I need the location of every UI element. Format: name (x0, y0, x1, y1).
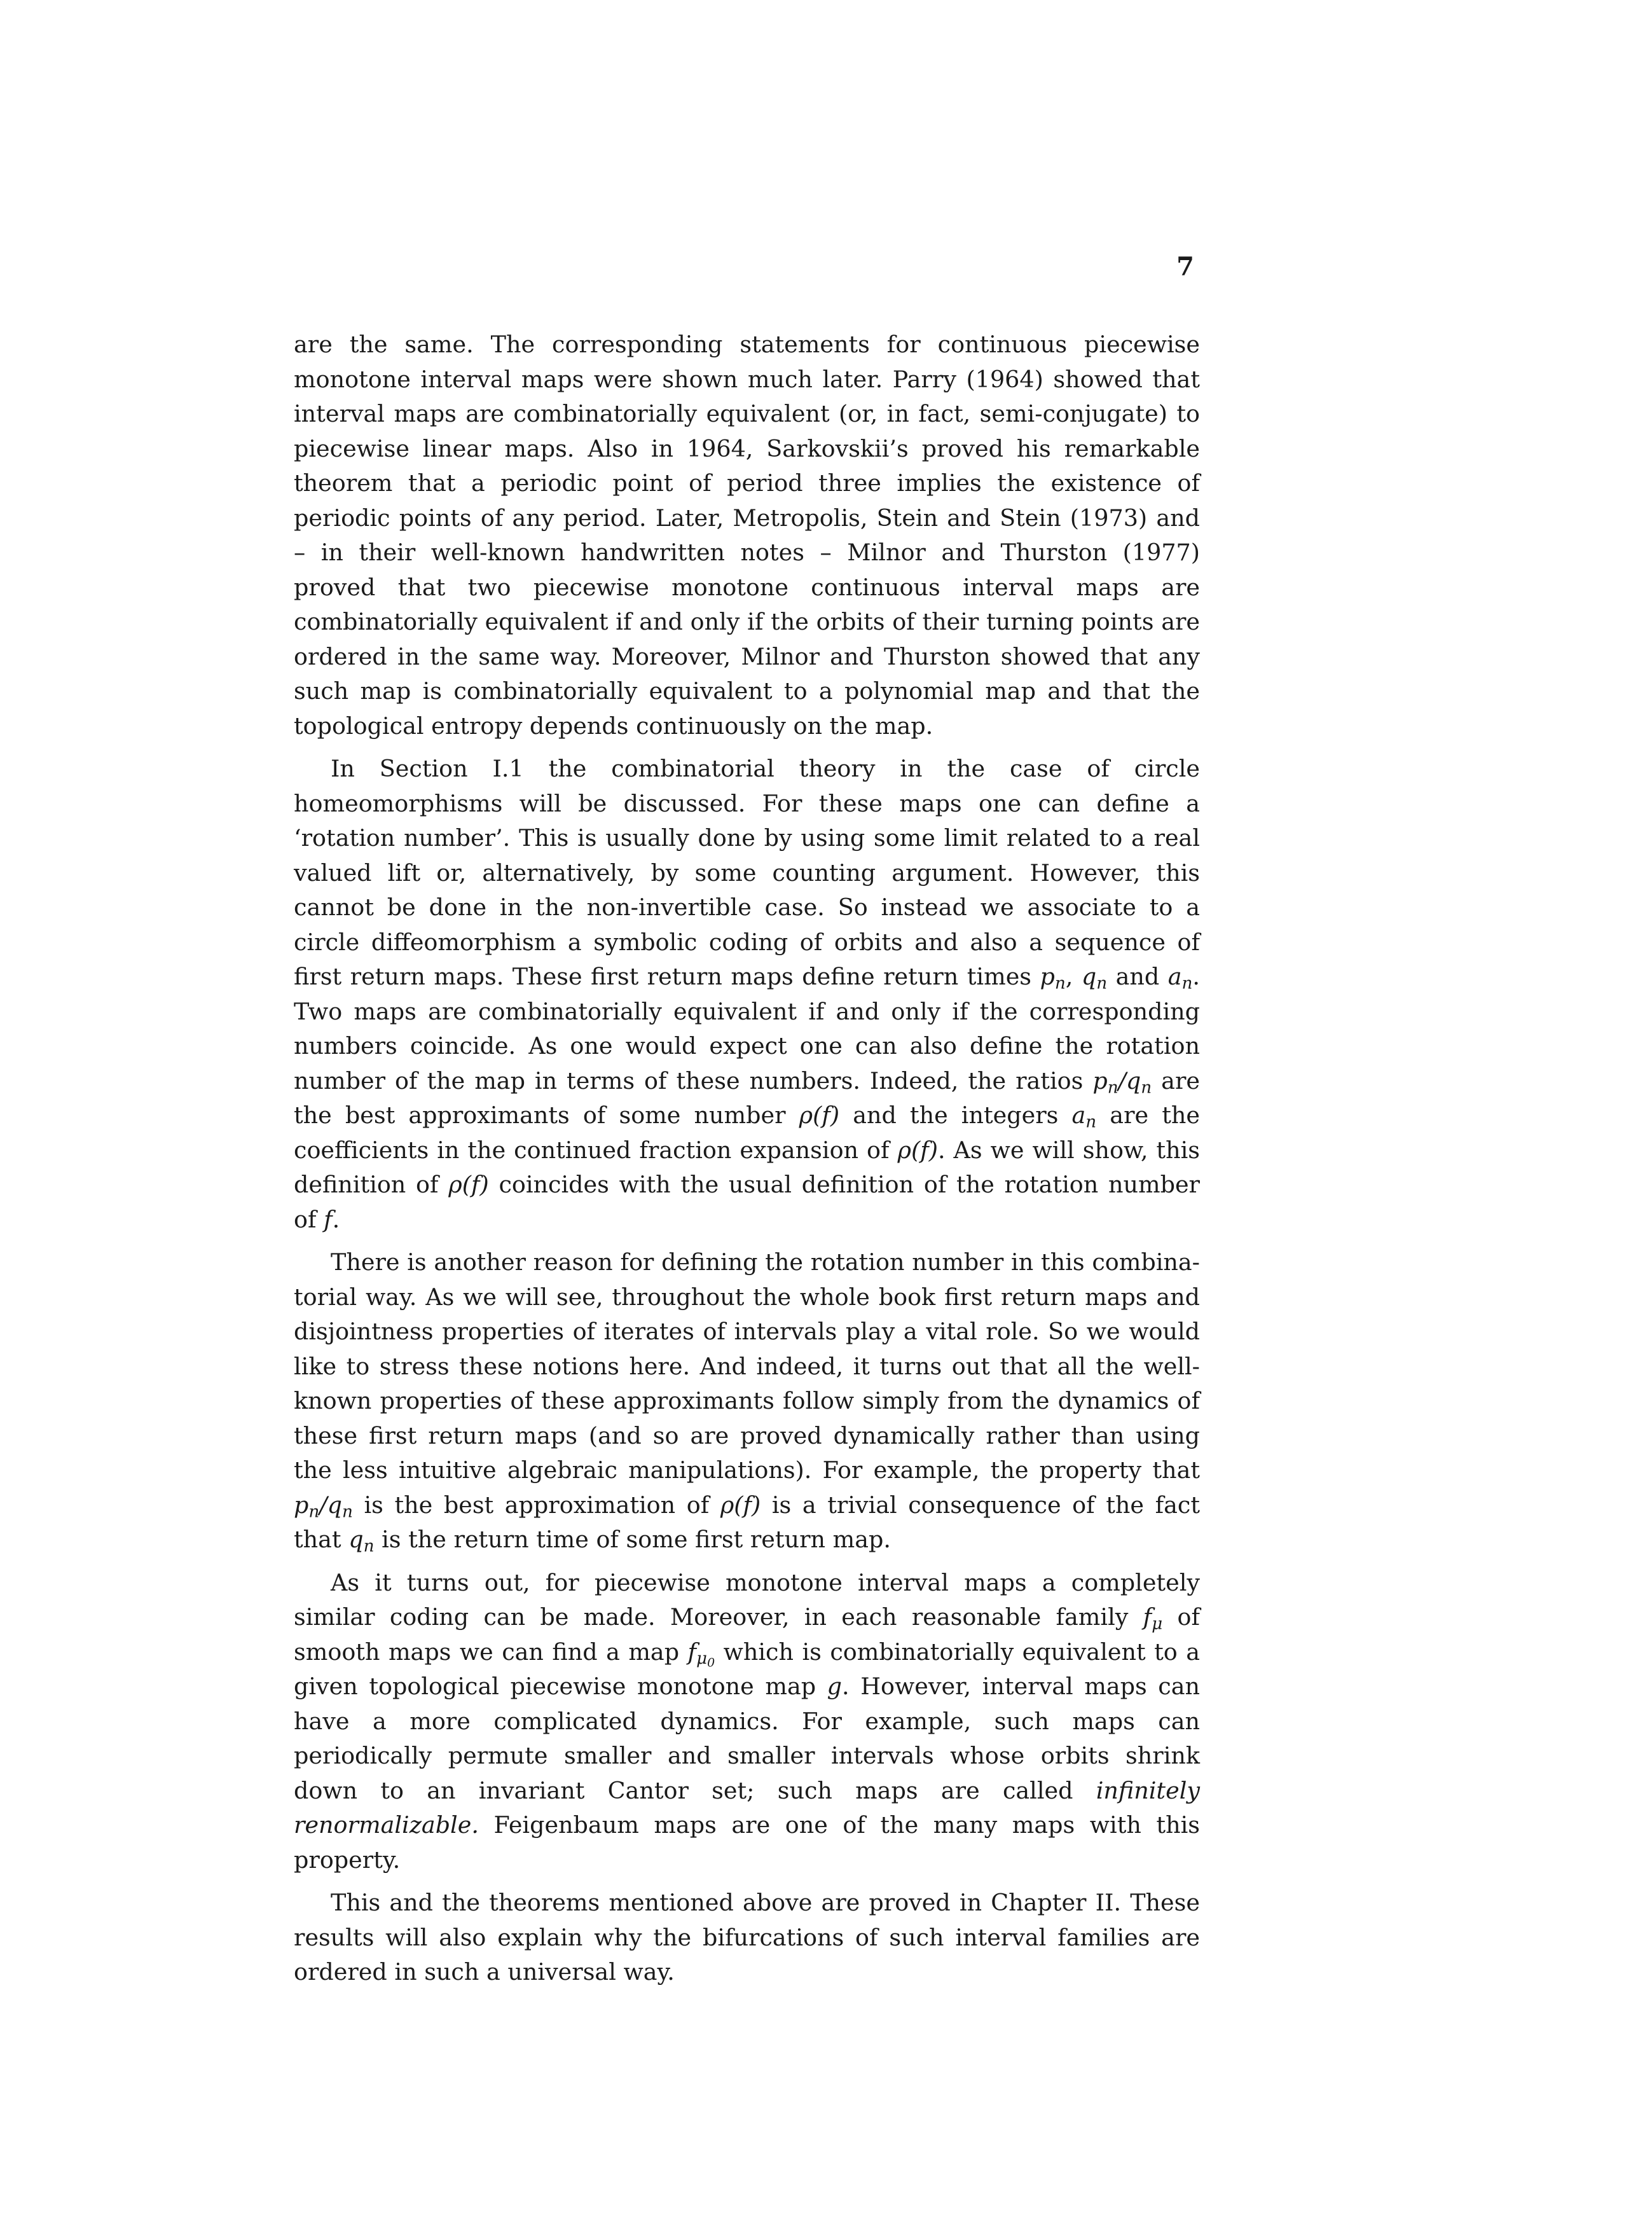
paragraph-2 (294, 752, 1200, 1237)
text-run: . Two maps are combinatorially equivalent if and only if the corresponding numbers coincide. As one would expect one can also define the rotation number of the map in terms of these numbers. Indeed, the ratios (294, 963, 1200, 1095)
math-f-mu0: $f_{\mu_0}$ (687, 1638, 715, 1670)
paragraph-4 (294, 1566, 1200, 1878)
text-run: coincides with the usual definition of the rotation number of (294, 1171, 1201, 1233)
text-run: and (1107, 963, 1168, 990)
text-run: As it turns out, for piecewise monotone interval maps a completely similar coding can be made. Moreover, in each reasonable family (294, 1568, 1200, 1631)
text-run: There is another reason for defining the rotation number in this combinatorial way. As we will see, throughout the whole book first return maps and disjointness properties of iterates of intervals play a vital role. So we would like to stress these notions here. And indeed, it turns out that all the well-known properties of these approximants follow simply from the dynamics of these first return maps (and so are proved dynamically rather than using the less intuitive algebraic manipulations). For example, the property that (294, 1248, 1200, 1484)
text-run: is the best approximation of (352, 1491, 720, 1519)
math-q-n: $q_n$ (1081, 963, 1108, 993)
text-run: and the integers (839, 1102, 1072, 1129)
text-run: This and the theorems mentioned above are proved in Chapter II. These results will also explain why the bifurcations of such interval families are ordered in such a universal way. (294, 1889, 1200, 1986)
math-f: f (324, 1205, 333, 1233)
text-run: In Section I.1 the combinatorial theory in the case of circle homeomorphisms will be discussed. For these maps one can define a ‘rotation number’. This is usually done by using some limit related to a real valued lift or, alternatively, by some counting argument. However, this cannot be done in the non-invertible case. So instead we associate to a circle diffeomorphism a symbolic coding of orbits and also a sequence of first return maps. These first return maps define return times (294, 755, 1200, 990)
body-text (294, 328, 1200, 1998)
text-run: are the same. The corresponding statements for continuous piecewise monotone interval maps were shown much later. Parry (1964) showed that interval maps are combinatorially equivalent (or, in fact, semi-conjugate) to piecewise linear maps. Also in 1964, Sarkovskii’s proved his remarkable theorem that a periodic point of period three implies the existence of periodic points of any period. Later, Metropolis, Stein and Stein (1973) and – in their well-known handwritten notes – Milnor and Thurston (1977) proved that two piecewise monotone continuous interval maps are combinatorially equivalent if and only if the orbits of their turning points are ordered in the same way. Moreover, Milnor and Thurston showed that any such map is combinatorially equivalent to a polynomial map and that the topological entropy depends continuously on the map. (294, 331, 1200, 740)
math-a-n: $a_n$ (1071, 1102, 1097, 1132)
text-run: . As we will show, this definition of (294, 1136, 1200, 1198)
math-rho-f: ρ(f) (799, 1102, 840, 1129)
emphasis-term: infinitely renormalizable. (294, 1776, 1200, 1839)
math-rho-f: ρ(f) (897, 1136, 938, 1164)
math-g: g (827, 1673, 843, 1700)
text-run: which is combinatorially equivalent to a given topological piecewise monotone map (294, 1638, 1200, 1700)
text-run: , (1065, 963, 1082, 990)
text-run: is a trivial consequence of the fact that (294, 1491, 1200, 1553)
page-number: 7 (1176, 252, 1194, 282)
paragraph-1 (294, 328, 1200, 743)
text-run: Feigenbaum maps are one of the many maps with this property. (294, 1811, 1200, 1874)
math-p-n: $p_n$ (1040, 963, 1066, 993)
text-run: of smooth maps we can find a map (294, 1603, 1200, 1666)
math-f-mu: $f_\mu$ (1143, 1603, 1163, 1634)
text-run: is the return time of some first return map. (374, 1526, 891, 1553)
text-run: are the coefficients in the continued fraction expansion of (294, 1102, 1200, 1164)
math-q-n: $q_n$ (348, 1526, 375, 1556)
text-run: . (332, 1205, 340, 1233)
paragraph-5 (294, 1886, 1200, 1990)
math-pn-over-qn: $p_n/q_n$ (1092, 1067, 1152, 1098)
math-rho-f: ρ(f) (720, 1491, 761, 1519)
math-a-n: $a_n$ (1167, 963, 1193, 993)
math-rho-f: ρ(f) (448, 1171, 489, 1198)
text-run: . However, interval maps can have a more complicated dynamics. For example, such maps can periodically permute smaller and smaller intervals whose orbits shrink down to an invariant Cantor set; such maps are called (294, 1673, 1200, 1804)
math-pn-over-qn: $p_n/q_n$ (294, 1491, 353, 1522)
text-run: are the best approximants of some number (294, 1067, 1200, 1129)
paragraph-3 (294, 1245, 1200, 1558)
